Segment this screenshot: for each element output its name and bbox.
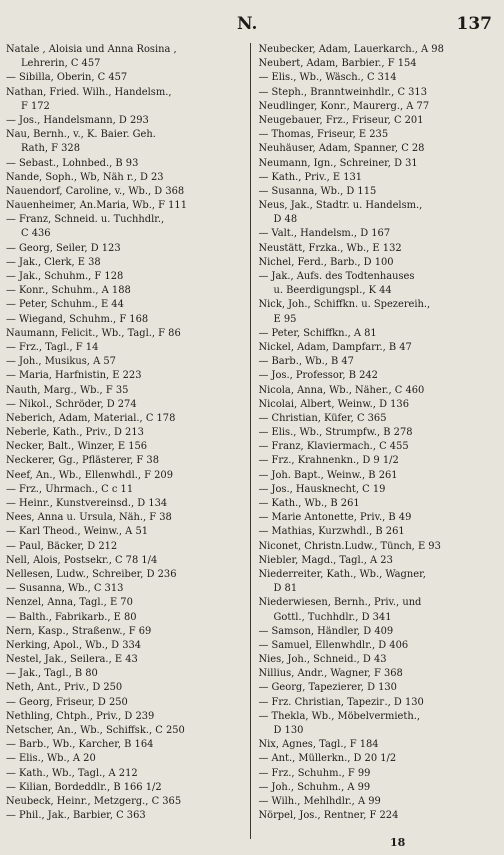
- directory-entry: Neustätt, Frzka., Wb., E 132: [258, 242, 402, 254]
- directory-entry: — Frz., Schuhm., F 99: [258, 767, 371, 779]
- directory-entry: — Elis., Wb., Wäsch., C 314: [258, 72, 397, 84]
- directory-entry: — Kath., Wb., B 261: [258, 498, 360, 509]
- directory-entry: Neubeck, Heinr., Metzgerg., C 365: [6, 795, 182, 807]
- directory-entry: — Barb., Wb., B 47: [258, 356, 354, 368]
- directory-entry: Nathan, Fried. Wilh., Handelsm.,: [6, 86, 172, 98]
- directory-entry: Nicolai, Albert, Weinw., D 136: [258, 398, 409, 410]
- directory-entry: — Kath., Priv., E 131: [258, 171, 363, 183]
- directory-entry: — Thekla, Wb., Möbelvermieth.,: [258, 710, 420, 722]
- directory-entry: Nau, Bernh., v., K. Baier. Geh.: [6, 129, 156, 141]
- directory-entry: — Jak., Clerk, E 38: [6, 256, 101, 268]
- directory-entry: Nix, Agnes, Tagl., F 184: [258, 739, 379, 751]
- directory-entry: — Heinr., Kunstvereinsd., D 134: [6, 498, 168, 509]
- directory-entry: Nickel, Adam, Dampfarr., B 47: [258, 341, 412, 353]
- directory-entry: — Georg, Seiler, D 123: [6, 242, 121, 254]
- directory-entry: D 81: [273, 583, 298, 595]
- directory-entry: Rath, F 328: [21, 143, 80, 155]
- directory-entry: Nern, Kasp., Straßenw., F 69: [6, 625, 152, 637]
- directory-entry: Niederwiesen, Bernh., Priv., und: [258, 597, 422, 609]
- directory-entry: Naumann, Felicit., Wb., Tagl., F 86: [6, 327, 181, 339]
- directory-entry: Nees, Anna u. Ursula, Näh., F 38: [6, 512, 172, 524]
- directory-entry: — Elis., Wb., A 20: [6, 753, 96, 765]
- directory-entry: Nauenheimer, An.Maria, Wb., F 111: [6, 200, 187, 212]
- directory-entry: — Kath., Wb., Tagl., A 212: [6, 767, 138, 779]
- directory-entry: Nande, Soph., Wb, Näh r., D 23: [6, 171, 164, 183]
- directory-entry: — Samson, Händler, D 409: [258, 625, 394, 637]
- directory-entry: — Konr., Schuhm., A 188: [6, 285, 131, 297]
- directory-entry: — Georg, Tapezierer, D 130: [258, 682, 397, 694]
- directory-entry: — Sibilla, Oberin, C 457: [6, 72, 128, 84]
- directory-entry: — Elis., Wb., Strumpfw., B 278: [258, 427, 413, 439]
- directory-entry: — Jak., Aufs. des Todtenhauses: [258, 271, 415, 282]
- directory-entry: Nenzel, Anna, Tagl., E 70: [6, 597, 133, 609]
- left-column: [6, 43, 250, 839]
- directory-entry: — Joh. Bapt., Weinw., B 261: [258, 469, 398, 481]
- directory-entry: — Susanna, Wb., D 115: [258, 185, 377, 197]
- directory-entry: Neubecker, Adam, Lauerkarch., A 98: [258, 44, 444, 55]
- directory-entry: Neus, Jak., Stadtr. u. Handelsm.,: [258, 200, 423, 212]
- directory-entry: E 95: [273, 313, 297, 325]
- directory-entry: Nerking, Apol., Wb., D 334: [6, 639, 142, 651]
- section-letter: N.: [237, 14, 258, 34]
- directory-entry: — Phil., Jak., Barbier, C 363: [6, 810, 146, 822]
- directory-entry: Nick, Joh., Schiffkn. u. Spezereih.,: [258, 299, 431, 311]
- directory-entry: — Valt., Handelsm., D 167: [258, 228, 391, 240]
- directory-entry: Neuhäuser, Adam, Spanner, C 28: [258, 143, 425, 155]
- directory-entry: Nellesen, Ludw., Schreiber, D 236: [6, 568, 177, 580]
- directory-entry: C 436: [21, 228, 51, 240]
- directory-entry: Nillius, Andr., Wagner, F 368: [258, 668, 403, 680]
- directory-entry: D 48: [273, 214, 298, 226]
- directory-entry: Neubert, Adam, Barbier., F 154: [258, 58, 417, 70]
- directory-entry: Nies, Joh., Schneid., D 43: [258, 654, 387, 666]
- directory-entry: Niederreiter, Kath., Wb., Wagner,: [258, 568, 426, 580]
- directory-entry: — Frz., Krahnenkn., D 9 1/2: [258, 455, 399, 467]
- columns: [6, 43, 498, 839]
- directory-entry: Nicola, Anna, Wb., Näher., C 460: [258, 384, 425, 396]
- directory-entry: — Frz., Tagl., F 14: [6, 341, 99, 353]
- directory-entry: — Barb., Wb., Karcher, B 164: [6, 739, 154, 751]
- directory-entry: — Christian, Küfer, C 365: [258, 412, 387, 424]
- directory-entry: — Jos., Professor, B 242: [258, 370, 378, 382]
- directory-entry: Lehrerin, C 457: [21, 58, 101, 70]
- directory-entry: Niconet, Christn.Ludw., Tünch, E 93: [258, 540, 441, 552]
- signature-mark: 18: [390, 836, 406, 849]
- directory-entry: Neth, Ant., Priv., D 250: [6, 682, 123, 694]
- directory-entry: — Jak., Schuhm., F 128: [6, 271, 124, 282]
- directory-entry: — Frz. Christian, Tapeziг., D 130: [258, 696, 424, 708]
- directory-entry: — Thomas, Friseur, E 235: [258, 129, 389, 141]
- directory-entry: Nethling, Chtph., Priv., D 239: [6, 710, 155, 722]
- directory-entry: Nauth, Marg., Wb., F 35: [6, 384, 129, 396]
- directory-entry: Nichel, Ferd., Barb., D 100: [258, 256, 394, 268]
- directory-entry: Necker, Balt., Winzer, E 156: [6, 441, 148, 453]
- directory-entry: — Jak., Tagl., B 80: [6, 668, 98, 680]
- directory-entry: Niebler, Magd., Tagl., A 23: [258, 554, 393, 566]
- directory-entry: — Paul, Bäcker, D 212: [6, 540, 118, 552]
- directory-entry: — Franz, Schneid. u. Tuchhdlr.,: [6, 214, 165, 226]
- directory-entry: — Steph., Branntweinhdlr., C 313: [258, 86, 427, 98]
- directory-entry: Nörpel, Jos., Rentner, F 224: [258, 810, 399, 822]
- directory-entry: Neberich, Adam, Material., C 178: [6, 412, 176, 424]
- directory-entry: Neugebauer, Frz., Friseur, C 201: [258, 114, 424, 126]
- directory-entry: — Sebast., Lohnbed., B 93: [6, 157, 139, 169]
- directory-entry: — Marie Antonette, Priv., B 49: [258, 512, 412, 524]
- directory-entry: — Nikol., Schröder, D 274: [6, 398, 137, 410]
- directory-entry: — Mathias, Kurzwhdl., B 261: [258, 526, 405, 538]
- directory-entry: — Franz, Klaviermach., C 455: [258, 441, 409, 453]
- directory-entry: Neberle, Kath., Priv., D 213: [6, 427, 144, 439]
- directory-entry: — Frz., Uhrmach., C c 11: [6, 483, 134, 495]
- directory-entry: — Karl Theod., Weinw., A 51: [6, 526, 149, 538]
- directory-entry: — Samuel, Ellenwhdlr., D 406: [258, 639, 409, 651]
- page-number: 137: [456, 14, 492, 34]
- directory-entry: — Susanna, Wb., C 313: [6, 583, 124, 595]
- right-column: [250, 43, 499, 839]
- directory-entry: — Jos., Hausknecht, C 19: [258, 483, 386, 495]
- directory-entry: — Peter, Schiffkn., A 81: [258, 327, 377, 339]
- directory-entry: Nauendorf, Caroline, v., Wb., D 368: [6, 185, 185, 197]
- directory-entry: Neudlinger, Konr., Maurerg., A 77: [258, 100, 430, 112]
- directory-entry: Nell, Alois, Postsekr., C 78 1/4: [6, 554, 158, 566]
- directory-entry: Neckerer, Gg., Pflästerer, F 38: [6, 455, 159, 467]
- directory-entry: — Wilh., Mehlhdlr., A 99: [258, 795, 381, 807]
- directory-entry: — Maria, Harfnistin, E 223: [6, 370, 142, 382]
- directory-entry: — Jos., Handelsmann, D 293: [6, 114, 149, 126]
- directory-entry: — Balth., Fabrikarb., E 80: [6, 611, 137, 623]
- directory-entry: Netscher, An., Wb., Schiffsk., C 250: [6, 725, 185, 736]
- directory-entry: — Kilian, Bordeddlr., B 166 1/2: [6, 781, 162, 793]
- directory-entry: Gottl., Tuchhdlr., D 341: [273, 611, 392, 623]
- directory-entry: — Peter, Schuhm., E 44: [6, 299, 124, 311]
- directory-entry: — Georg, Friseur, D 250: [6, 696, 128, 708]
- directory-entry: Natale , Aloisia und Anna Rosina ,: [6, 44, 177, 55]
- directory-entry: D 130: [273, 725, 304, 736]
- directory-entry: Neumann, Ign., Schreiner, D 31: [258, 157, 418, 169]
- directory-entry: Neef, An., Wb., Ellenwhdl., F 209: [6, 469, 173, 481]
- directory-entry: — Joh., Musikus, A 57: [6, 356, 116, 368]
- directory-entry: F 172: [21, 100, 50, 112]
- directory-entry: — Wiegand, Schuhm., F 168: [6, 313, 149, 325]
- directory-entry: — Joh., Schuhm., A 99: [258, 781, 371, 793]
- directory-entry: u. Beerdigungspl., K 44: [273, 285, 392, 297]
- directory-entry: Nestel, Jak., Seilera., E 43: [6, 654, 138, 666]
- directory-entry: — Ant., Müllerkn., D 20 1/2: [258, 753, 397, 765]
